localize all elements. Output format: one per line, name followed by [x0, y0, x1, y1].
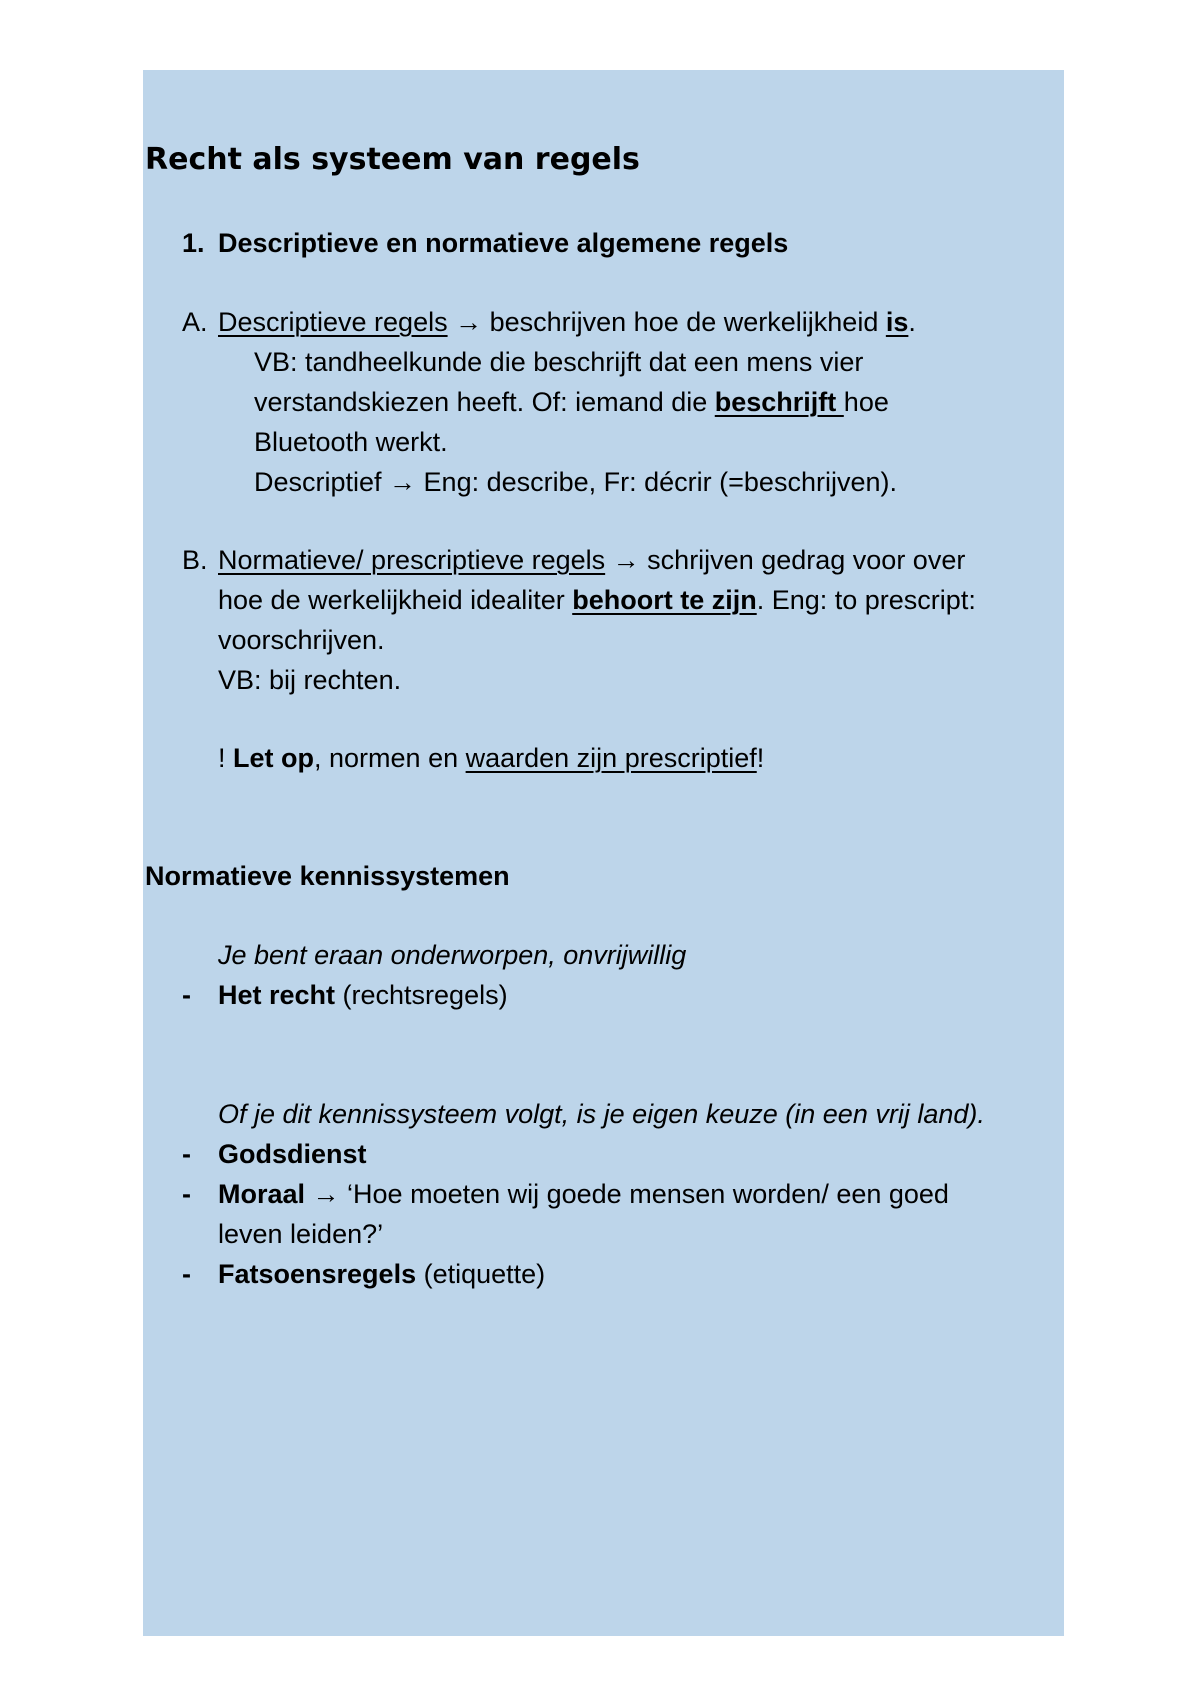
list-item-bold: Godsdienst	[218, 1139, 367, 1169]
bullet-dash: -	[182, 1139, 191, 1169]
note-end: !	[756, 743, 765, 773]
item-b-line-3: voorschrijven.	[218, 625, 385, 655]
item-a-line-1	[218, 304, 916, 340]
arrow-icon: →	[455, 307, 483, 337]
list-item	[218, 1256, 545, 1292]
arrow-icon: →	[389, 467, 417, 497]
item-b-line-2	[218, 582, 976, 618]
item-a-line-4: Bluetooth werkt.	[254, 427, 448, 457]
bullet-dash: -	[182, 1259, 191, 1289]
item-b-line-1	[218, 542, 965, 578]
note-underlined: waarden zijn prescriptief	[465, 743, 757, 773]
item-a-line-3-emphasis: beschrijft	[714, 387, 844, 417]
item-a-end: .	[908, 307, 916, 337]
italic-note-1: Je bent eraan onderworpen, onvrijwillig	[218, 940, 687, 970]
warning-note	[218, 740, 764, 776]
list-item-bold: Fatsoensregels	[218, 1259, 417, 1289]
item-a-line-3-post: hoe	[843, 387, 889, 417]
section-heading: Descriptieve en normatieve algemene regels	[218, 228, 789, 258]
item-a-term: Descriptieve regels	[218, 307, 448, 337]
item-a-emphasis: is	[885, 307, 909, 337]
list-item-continuation	[218, 1216, 383, 1252]
list-item-rest: → ‘Hoe moeten wij goede mensen worden/ een goed	[305, 1179, 949, 1209]
item-a-line-2: VB: tandheelkunde die beschrijft dat een mens vier	[254, 347, 864, 377]
italic-note-2: Of je dit kennissysteem volgt, is je eigen keuze (in een vrij land).	[218, 1099, 985, 1129]
item-a-line-5-post: Eng: describe, Fr: décrir (=beschrijven).	[416, 467, 897, 497]
item-b-line-2-emphasis: behoort te zijn	[572, 585, 757, 615]
item-a-line-5	[254, 464, 897, 500]
section-number: 1.	[182, 228, 205, 258]
item-b-line-4: VB: bij rechten.	[218, 665, 402, 695]
section-2-heading: Normatieve kennissystemen	[145, 861, 510, 891]
bullet-dash: -	[182, 980, 191, 1010]
list-item-bold: Het recht	[218, 980, 336, 1010]
list-item	[218, 1136, 367, 1172]
list-item-rest: leven leiden?’	[218, 1219, 384, 1249]
list-item	[218, 977, 508, 1013]
note-prefix: !	[218, 743, 234, 773]
list-item-rest: (rechtsregels)	[335, 980, 508, 1010]
item-a-marker: A.	[182, 307, 208, 337]
item-a-text: beschrijven hoe de werkelijkheid	[482, 307, 886, 337]
item-b-line-2-pre: hoe de werkelijkheid idealiter	[218, 585, 573, 615]
item-a-line-5-pre: Descriptief	[254, 467, 390, 497]
item-a-line-3-pre: verstandskiezen heeft. Of: iemand die	[254, 387, 715, 417]
item-b-term: Normatieve/ prescriptieve regels	[218, 545, 606, 575]
item-b-text: schrijven gedrag voor over	[639, 545, 966, 575]
item-b-marker: B.	[182, 545, 208, 575]
page-title: Recht als systeem van regels	[145, 142, 640, 177]
item-a-line-3	[254, 384, 889, 420]
list-item-bold: Moraal	[218, 1179, 306, 1209]
item-b-line-2-post: . Eng: to prescript:	[756, 585, 976, 615]
bullet-dash: -	[182, 1179, 191, 1209]
list-item-rest: (etiquette)	[416, 1259, 546, 1289]
note-middle: , normen en	[314, 743, 466, 773]
note-bold: Let op	[233, 743, 315, 773]
arrow-icon: →	[612, 545, 640, 575]
list-item	[218, 1176, 949, 1212]
